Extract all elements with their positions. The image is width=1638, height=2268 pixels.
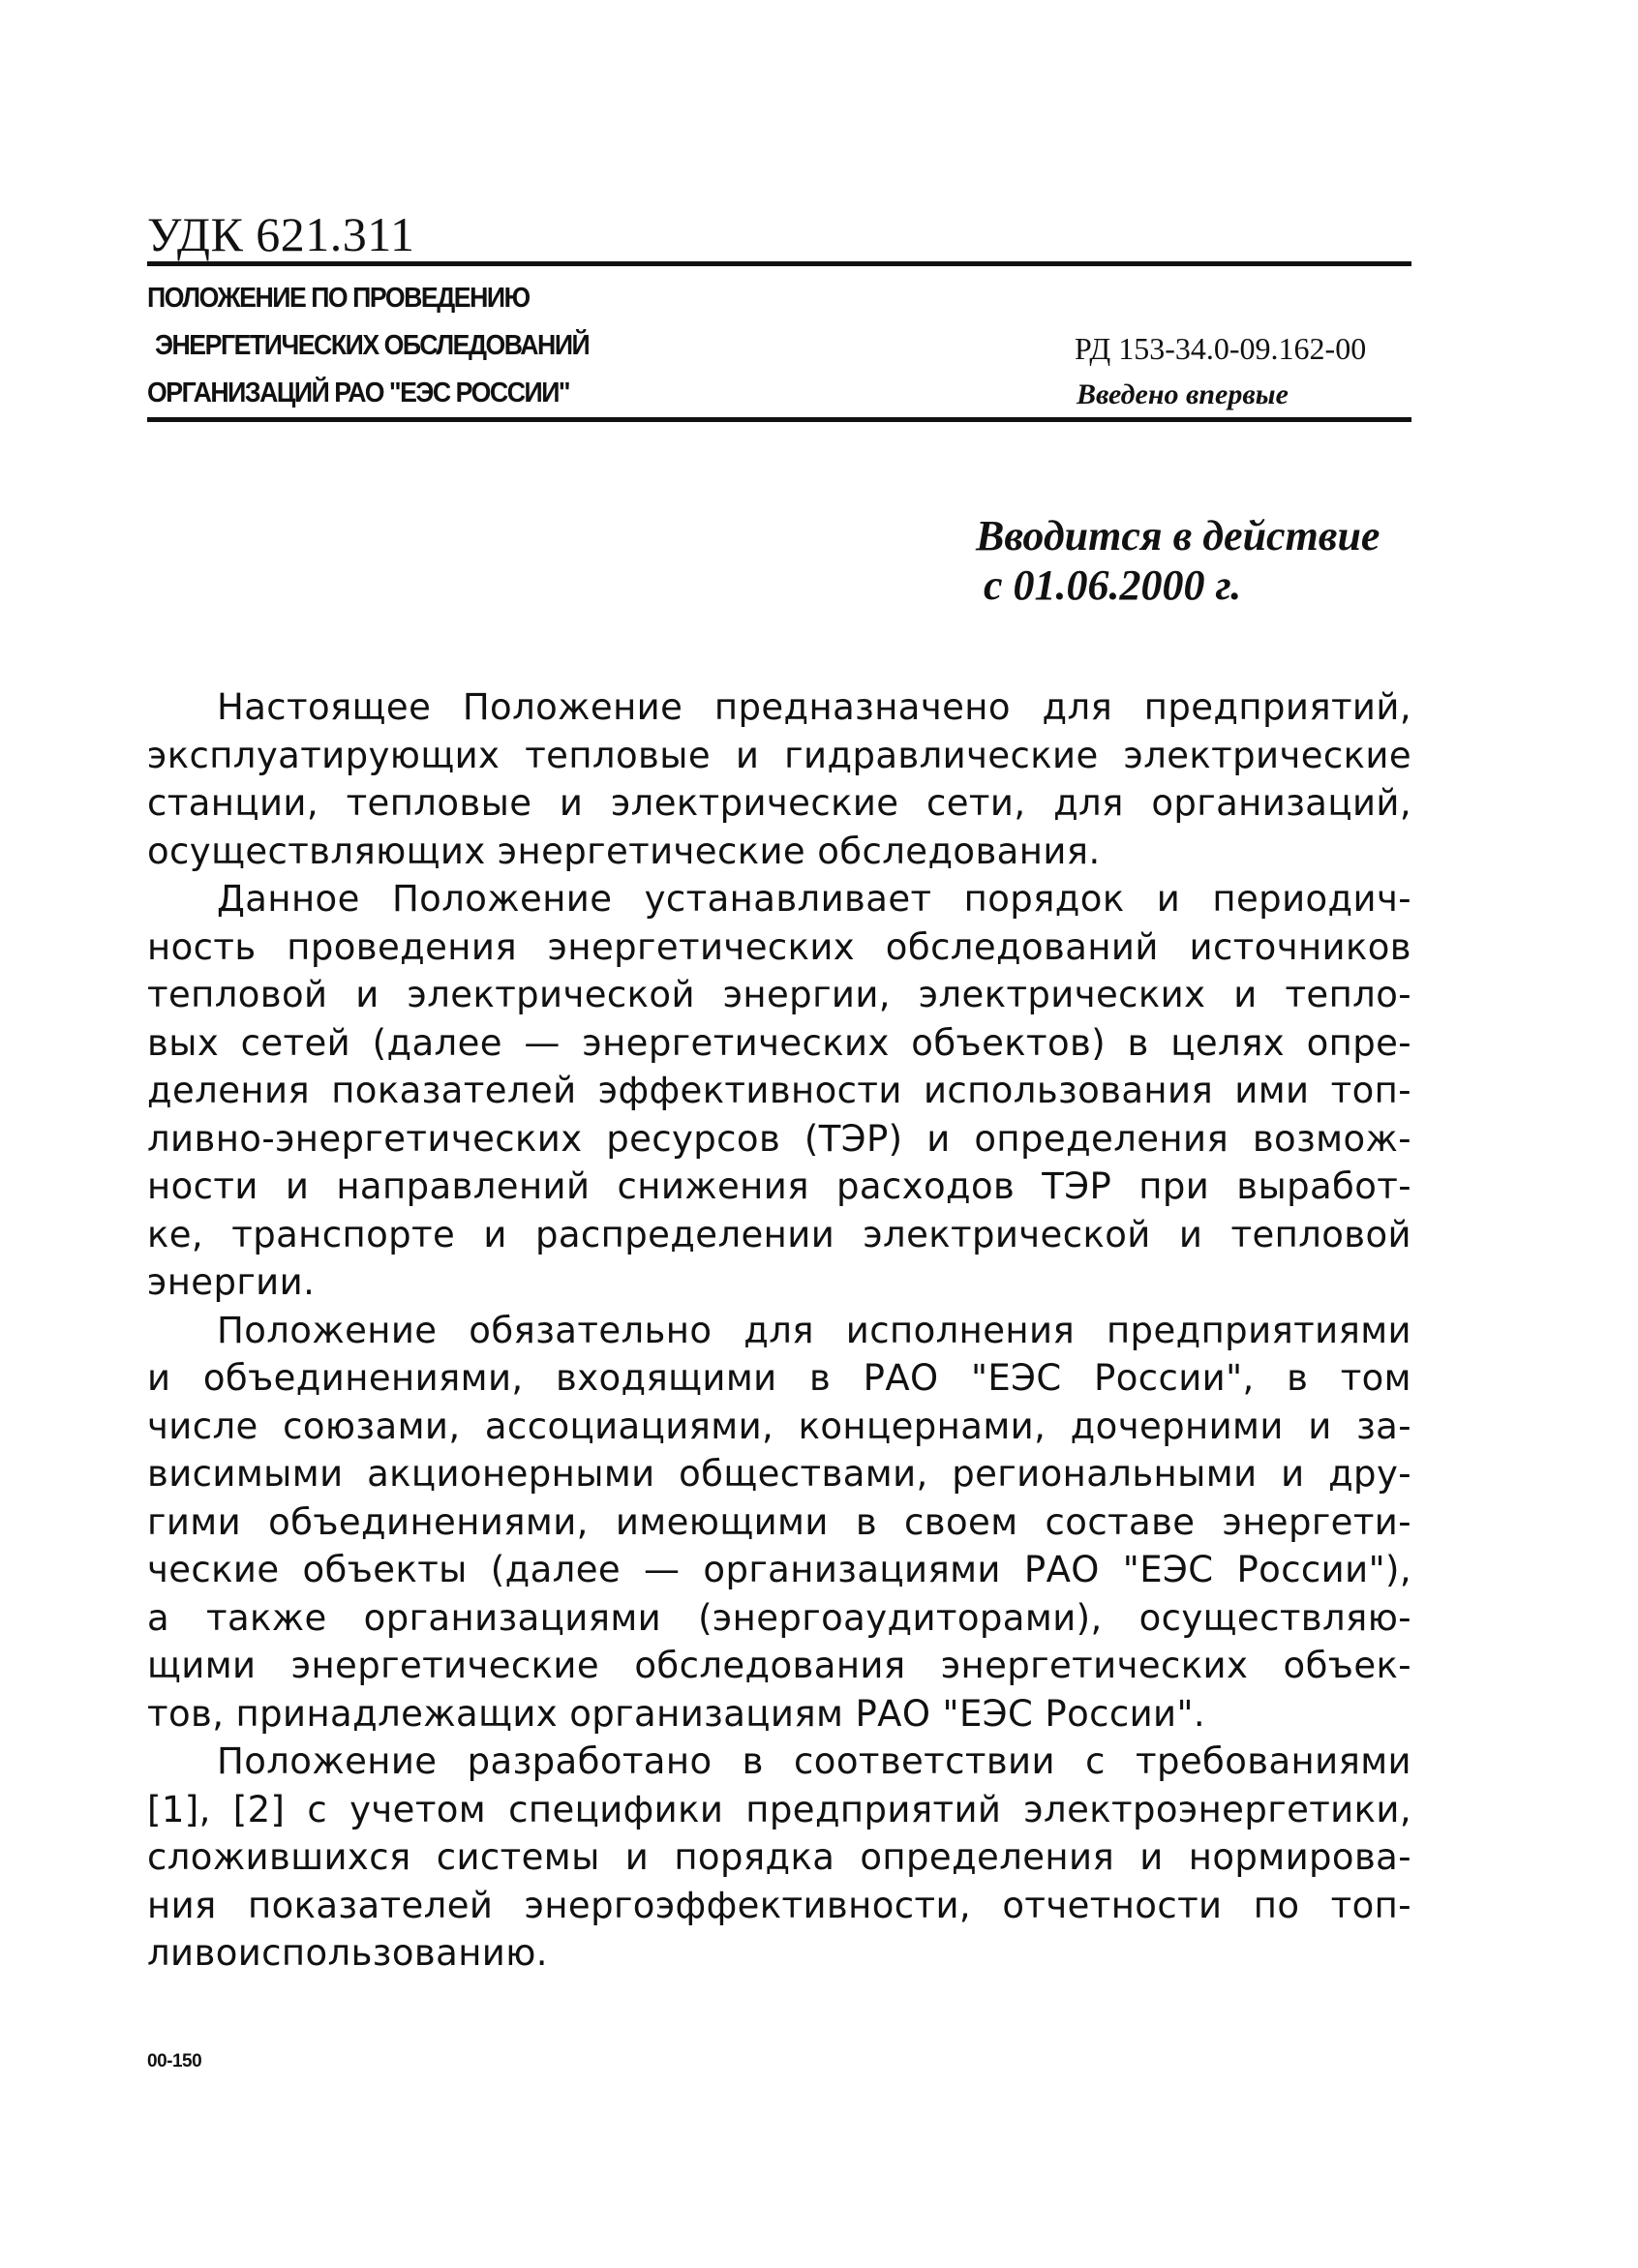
text-line: вых сетей (далее — энергетических объектов) в целях опре- <box>147 1021 1411 1064</box>
document-title-line-1: ПОЛОЖЕНИЕ ПО ПРОВЕДЕНИЮ <box>147 283 530 314</box>
header-top-rule <box>147 261 1411 266</box>
text-line: [1], [2] с учетом специфики предприятий электроэнергетики, <box>147 1788 1411 1830</box>
text-line: ливоиспользованию. <box>147 1932 548 1974</box>
text-line: ческие объекты (далее — организациями РАО "ЕЭС России"), <box>147 1549 1411 1590</box>
text-line: числе союзами, ассоциациями, концернами, дочерними и за- <box>147 1405 1411 1447</box>
text-line: Положение обязательно для исполнения предприятиями <box>217 1309 1411 1351</box>
paragraph-4 <box>147 1738 1411 1978</box>
text-line: тов, принадлежащих организациям РАО "ЕЭС России". <box>147 1692 1206 1735</box>
text-line: тепловой и электрической энергии, электрических и тепло- <box>147 974 1411 1015</box>
footer-code: 00-150 <box>147 2051 202 2071</box>
text-line: а также организациями (энергоаудиторами), осуществляю- <box>147 1596 1411 1639</box>
text-line: осуществляющих энергетические обследования. <box>147 830 1101 872</box>
text-line: гими объединениями, имеющими в своем составе энергети- <box>147 1500 1411 1543</box>
text-line: и объединениями, входящими в РАО "ЕЭС России", в том <box>147 1357 1411 1399</box>
text-line: щими энергетические обследования энергетических объек- <box>147 1645 1411 1686</box>
text-line: деления показателей эффективности использования ими топ- <box>147 1070 1411 1111</box>
text-line: Данное Положение устанавливает порядок и периодич- <box>217 878 1411 920</box>
text-line: ливно-энергетических ресурсов (ТЭР) и определения возмож- <box>147 1117 1411 1160</box>
udk-code: УДК 621.311 <box>147 207 415 261</box>
introduced-note: Введено впервые <box>1077 378 1289 410</box>
paragraph-1 <box>147 683 1411 875</box>
document-code: РД 153-34.0-09.162-00 <box>1075 331 1367 366</box>
header-bottom-rule <box>147 417 1411 422</box>
effective-date-block <box>976 511 1380 610</box>
text-line: станции, тепловые и электрические сети, для организаций, <box>147 782 1411 824</box>
body-text <box>147 683 1411 1978</box>
text-line: ния показателей энергоэффективности, отчетности по топ- <box>147 1884 1411 1926</box>
effective-line-1: Вводится в действие <box>976 512 1380 559</box>
text-line: висимыми акционерными обществами, региональными и дру- <box>147 1453 1411 1495</box>
paragraph-3 <box>147 1307 1411 1739</box>
effective-line-2: с 01.06.2000 г. <box>984 561 1242 609</box>
text-line: Положение разработано в соответствии с требованиями <box>217 1740 1411 1782</box>
text-line: Настоящее Положение предназначено для предприятий, <box>217 686 1411 728</box>
paragraph-2 <box>147 875 1411 1307</box>
text-line: эксплуатирующих тепловые и гидравлические электрические <box>147 734 1411 776</box>
text-line: ность проведения энергетических обследований источников <box>147 925 1411 968</box>
text-line: ке, транспорте и распределении электрической и тепловой <box>147 1213 1411 1255</box>
document-title-line-3: ОРГАНИЗАЦИЙ РАО "ЕЭС РОССИИ" <box>147 378 570 408</box>
document-title-line-2: ЭНЕРГЕТИЧЕСКИХ ОБСЛЕДОВАНИЙ <box>155 330 590 361</box>
text-line: энергии. <box>147 1261 316 1303</box>
text-line: сложившихся системы и порядка определения и нормирова- <box>147 1836 1411 1878</box>
text-line: ности и направлений снижения расходов ТЭР при выработ- <box>147 1165 1411 1207</box>
